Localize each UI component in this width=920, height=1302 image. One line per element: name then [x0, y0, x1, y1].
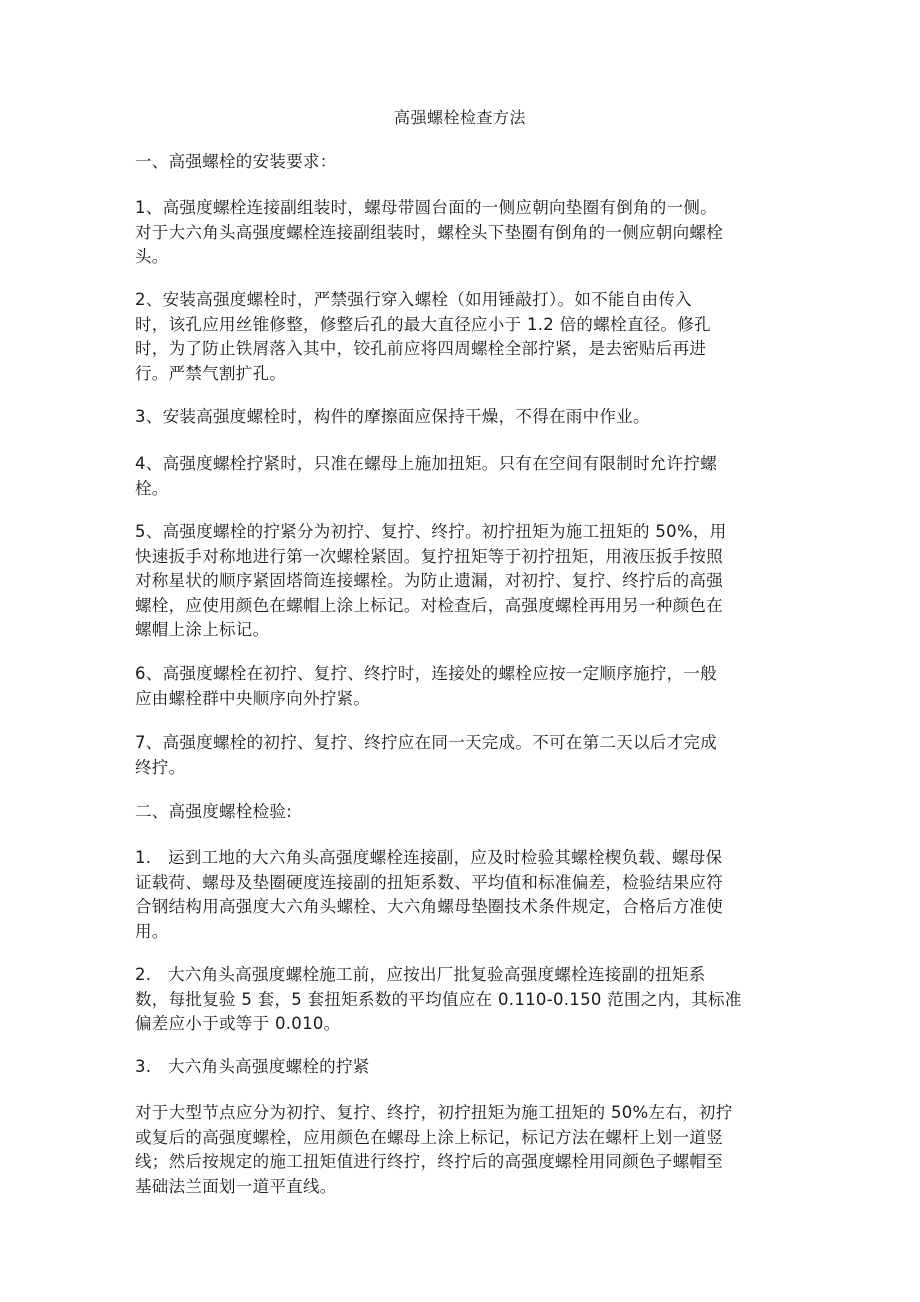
paragraph: 7、高强度螺栓的初拧、复拧、终拧应在同一天完成。不可在第二天以后才完成 终拧。 [135, 733, 717, 777]
paragraph: 3、安装高强度螺栓时，构件的摩擦面应保持干燥，不得在雨中作业。 [135, 407, 650, 426]
section-heading: 一、高强螺栓的安装要求： [135, 152, 337, 171]
paragraph: 2、安装高强度螺栓时，严禁强行穿入螺栓（如用锤敲打）。如不能自由传入 时，该孔应用丝锥修整，修整后孔的最大直径应小于 1.2 倍的螺栓直径。修孔 时，为了防止铁屑落入其中，铰孔前应将四周螺栓全部拧紧，是去密贴后再进 行。严禁气割扩孔。 [135, 290, 711, 383]
paragraph: 4、高强度螺栓拧紧时，只准在螺母上施加扭矩。只有在空间有限制时允许拧螺 栓。 [135, 454, 717, 498]
document-title: 高强螺栓检查方法 [393, 108, 526, 127]
paragraph: 1. 运到工地的大六角头高强度螺栓连接副，应及时检验其螺栓楔负载、螺母保 证载荷、螺母及垫圈硬度连接副的扭矩系数、平均值和标准偏差，检验结果应符 合钢结构用高强度大六角头螺栓、大六角螺母垫圈技术条件规定，合格后方准使 用。 [135, 848, 723, 941]
paragraph: 2. 大六角头高强度螺栓施工前，应按出厂批复验高强度螺栓连接副的扭矩系 数，每批复验 5 套，5 套扭矩系数的平均值应在 0.110-0.150 范围之内，其标准 偏差应小于或等于 0.010。 [135, 965, 742, 1033]
paragraph: 3. 大六角头高强度螺栓的拧紧 [135, 1057, 370, 1076]
paragraph: 1、高强度螺栓连接副组装时，螺母带圆台面的一侧应朝向垫圈有倒角的一侧。 对于大六角头高强度螺栓连接副组装时，螺栓头下垫圈有倒角的一侧应朝向螺栓 头。 [135, 198, 723, 266]
section-heading: 二、高强度螺栓检验: [135, 802, 293, 821]
paragraph: 6、高强度螺栓在初拧、复拧、终拧时，连接处的螺栓应按一定顺序施拧，一般 应由螺栓群中央顺序向外拧紧。 [135, 664, 717, 708]
paragraph: 5、高强度螺栓的拧紧分为初拧、复拧、终拧。初拧扭矩为施工扭矩的 50%，用 快速扳手对称地进行第一次螺栓紧固。复拧扭矩等于初拧扭矩，用液压扳手按照 对称星状的顺序紧固塔筒连接螺栓。为防止遗漏，对初拧、复拧、终拧后的高强 螺栓，应使用颜色在螺帽上涂上标记。对检查后，高强度螺栓再用另一种颜色在 螺帽上涂上标记。 [135, 522, 727, 639]
paragraph: 对于大型节点应分为初拧、复拧、终拧，初拧扭矩为施工扭矩的 50%左右，初拧 或复后的高强度螺栓，应用颜色在螺母上涂上标记，标记方法在螺杆上划一道竖 线；然后按规定的施工扭矩值进行终拧，终拧后的高强度螺栓用同颜色子螺帽至 基础法兰面划一道平直线。 [135, 1103, 733, 1196]
